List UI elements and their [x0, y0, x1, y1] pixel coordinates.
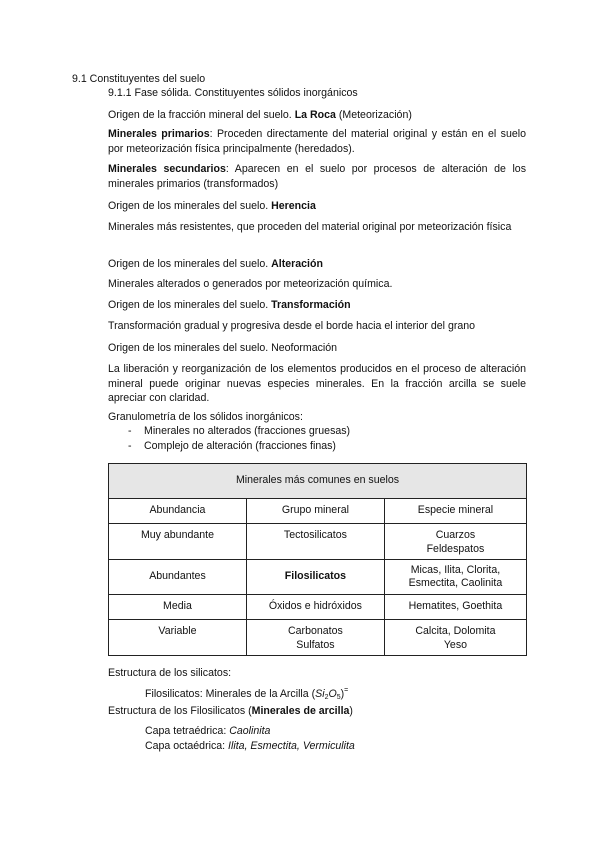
table-row	[109, 560, 527, 595]
minerals-table	[108, 463, 527, 656]
table-cell: Variable	[109, 620, 247, 656]
origen-herencia: Origen de los minerales del suelo. Herencia	[108, 200, 316, 212]
estructura-filosilicatos: Estructura de los Filosilicatos (Minerales de arcilla)	[108, 705, 353, 717]
table-header: Grupo mineral	[246, 499, 384, 524]
table-header: Abundancia	[109, 499, 247, 524]
table-cell: Abundantes	[109, 560, 247, 595]
herencia-text: Minerales más resistentes, que proceden del material original por meteorización física	[108, 221, 512, 233]
origen-alteracion: Origen de los minerales del suelo. Alteración	[108, 258, 323, 270]
bullet-item: - Complejo de alteración (fracciones finas)	[128, 440, 336, 452]
table-cell: Muy abundante	[109, 524, 247, 560]
capa-tetraedrica: Capa tetraédrica: Caolinita	[145, 725, 271, 737]
origen-neoformacion: Origen de los minerales del suelo. Neoformación	[108, 342, 338, 354]
origen-roca: Origen de la fracción mineral del suelo. La Roca (Meteorización)	[108, 109, 412, 121]
table-row	[109, 595, 527, 620]
filosilicatos-formula: Filosilicatos: Minerales de la Arcilla $(Si_2O_5)^=$	[145, 687, 349, 701]
table-cell: Micas, Ilita, Clorita, Esmectita, Caolinita	[384, 560, 526, 595]
section-heading: 9.1 Constituyentes del suelo	[72, 73, 206, 85]
table-cell: Hematites, Goethita	[384, 595, 526, 620]
bullet-item: - Minerales no alterados (fracciones gruesas)	[128, 425, 351, 437]
table-header: Especie mineral	[384, 499, 526, 524]
table-row	[109, 524, 527, 560]
table-cell: Cuarzos Feldespatos	[384, 524, 526, 560]
subsection-heading: 9.1.1 Fase sólida. Constituyentes sólidos inorgánicos	[108, 87, 358, 99]
table-cell: Media	[109, 595, 247, 620]
table-cell: Filosilicatos	[246, 560, 384, 595]
granulometria-label: Granulometría de los sólidos inorgánicos:	[108, 411, 303, 423]
minerales-secundarios: Minerales secundarios: Aparecen en el suelo por procesos de alteración de los minerales primarios (transformados)	[108, 163, 526, 190]
alteracion-text: Minerales alterados o generados por meteorización química.	[108, 278, 393, 290]
neoformacion-text: La liberación y reorganización de los elementos producidos en el proceso de alteración mineral puede originar nuevas especies minerales. En la fracción arcilla se suele apreciar con claridad.	[108, 363, 526, 404]
origen-transformacion: Origen de los minerales del suelo. Transformación	[108, 299, 351, 311]
table-cell: Calcita, Dolomita Yeso	[384, 620, 526, 656]
table-title: Minerales más comunes en suelos	[109, 464, 527, 499]
minerales-primarios: Minerales primarios: Proceden directamente del material original y están en el suelo por meteorización física principalmente (heredados).	[108, 128, 526, 155]
table-cell: Carbonatos Sulfatos	[246, 620, 384, 656]
capa-octaedrica: Capa octaédrica: Ilita, Esmectita, Vermiculita	[145, 740, 355, 752]
estructura-silicatos: Estructura de los silicatos:	[108, 667, 232, 679]
table-cell: Óxidos e hidróxidos	[246, 595, 384, 620]
table-row	[109, 620, 527, 656]
transformacion-text: Transformación gradual y progresiva desde el borde hacia el interior del grano	[108, 320, 476, 332]
table-cell: Tectosilicatos	[246, 524, 384, 560]
